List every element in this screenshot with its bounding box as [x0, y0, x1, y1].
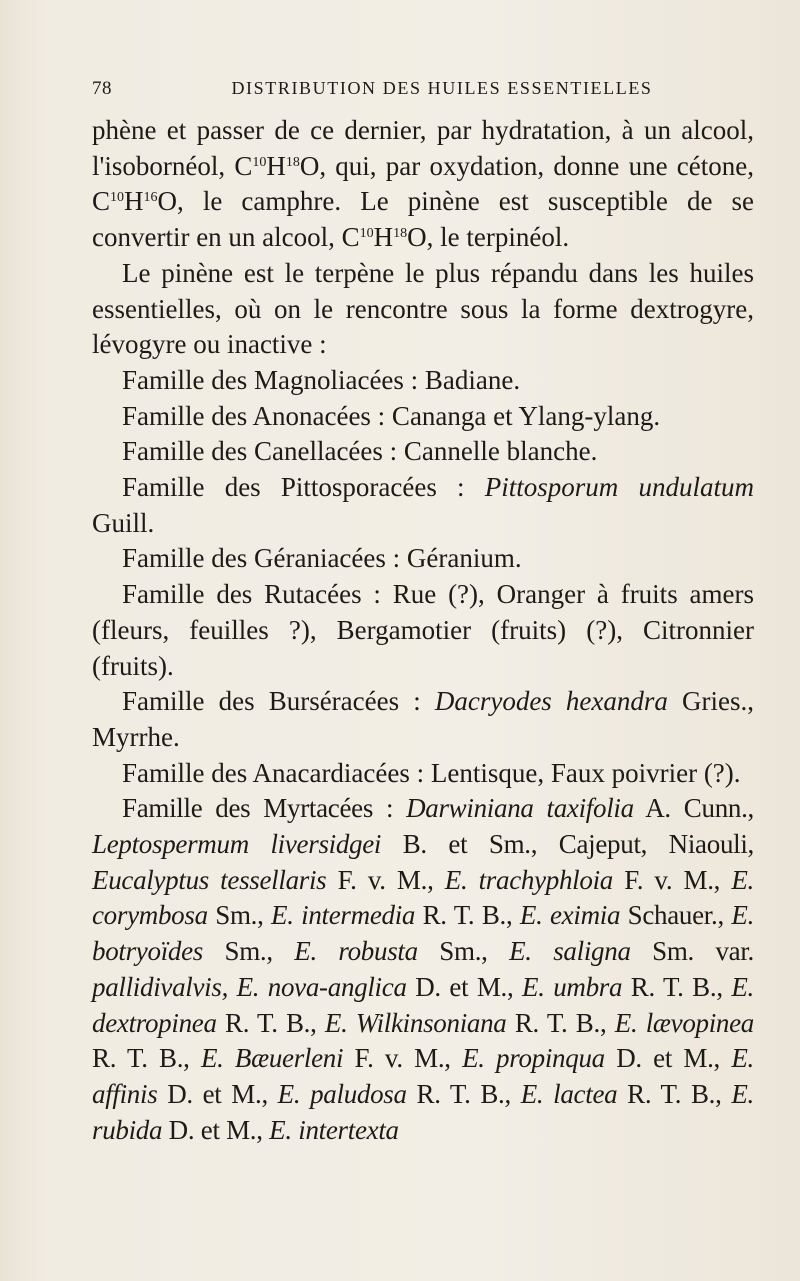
- text-run: Famille des Pittosporacées :: [122, 472, 485, 503]
- text-run: Gries., Myrrhe.: [92, 686, 754, 752]
- text-run: phène et passer de ce dernier, par hydratation, à un alcool, l'isobornéol, C: [92, 115, 754, 181]
- page-header: [92, 78, 752, 104]
- text-run: D. et M.,: [157, 1078, 278, 1109]
- text-run: O, le camphre. Le pinène est susceptible de se convertir en un alcool, C: [92, 186, 754, 253]
- text-run: R. T. B.,: [617, 1078, 732, 1109]
- text-run: F. v. M.,: [326, 864, 445, 895]
- text-run: Famille des Myrtacées :: [122, 793, 407, 824]
- text-run: B. et Sm., Cajeput, Niaouli,: [381, 829, 754, 860]
- species-name: Darwiniana taxifolia: [406, 793, 634, 824]
- running-title: DISTRIBUTION DES HUILES ESSENTIELLES: [231, 78, 653, 98]
- species-name: pallidivalvis, E. nova-anglica: [92, 971, 407, 1002]
- species-name: Leptospermum liversidgei: [92, 829, 382, 860]
- text-run: Guill.: [92, 507, 155, 538]
- text-run: F. v. M.,: [612, 864, 732, 895]
- text-run: F. v. M.,: [343, 1043, 463, 1074]
- text-run: R. T. B.,: [92, 1043, 201, 1074]
- text-run: D. et M.,: [406, 971, 522, 1002]
- body-text: [92, 113, 754, 1148]
- species-name: E. Bæuerleni: [200, 1043, 344, 1074]
- species-name: E. umbra: [522, 971, 623, 1002]
- species-name: Dacryodes hexandra: [434, 686, 668, 717]
- subscript-number: 10: [252, 154, 267, 170]
- paragraph-myrtacees: [92, 791, 754, 1148]
- paragraph-burseracees: [92, 684, 754, 755]
- paragraph-anonacees: Famille des Anonacées : Cananga et Ylang-ylang.: [122, 400, 661, 431]
- text-run: O, le terpinéol.: [407, 222, 570, 253]
- text-run: R. T. B.,: [216, 1007, 325, 1038]
- paragraph-isoborneol: [92, 113, 754, 256]
- text-run: Famille des Burséracées :: [122, 686, 435, 717]
- text-run: O, qui, par oxydation, donne une cétone, C: [92, 150, 754, 217]
- species-name: E. propinqua: [462, 1043, 605, 1074]
- paragraph-geraniacees: Famille des Géraniacées : Géranium.: [122, 543, 522, 574]
- text-run: Schauer.,: [620, 900, 732, 931]
- paragraph-magnoliacees: Famille des Magnoliacées : Badiane.: [122, 364, 521, 395]
- text-run: H: [124, 186, 144, 217]
- text-run: Sm.,: [207, 900, 272, 931]
- species-name: E. saligna: [509, 936, 631, 967]
- paragraph-pinene-intro: Le pinène est le terpène le plus répandu dans les huiles essentielles, où on le rencontre sous la forme dextrogyre, lévogyre ou inactive :: [92, 257, 754, 360]
- subscript-number: 18: [285, 154, 300, 170]
- species-name: E. botryoïdes: [92, 900, 755, 967]
- text-run: H: [373, 222, 394, 253]
- text-run: R. T. B.,: [415, 900, 520, 931]
- paragraph-canellacees: Famille des Canellacées : Cannelle blanche.: [122, 436, 598, 467]
- subscript-number: 10: [359, 226, 374, 242]
- subscript-number: 10: [110, 190, 125, 206]
- text-run: R. T. B.,: [622, 971, 732, 1002]
- text-run: Sm. var.: [630, 936, 754, 967]
- paragraph-anacardiacees: Famille des Anacardiacées : Lentisque, Faux poivrier (?).: [122, 757, 741, 788]
- species-name: Pittosporum undulatum: [484, 472, 754, 503]
- species-name: E. dextropinea: [92, 971, 754, 1038]
- species-name: E. intermedia: [271, 900, 416, 931]
- species-name: E. eximia: [519, 900, 621, 931]
- species-name: E. paludosa: [277, 1078, 407, 1109]
- species-name: E. robusta: [294, 936, 418, 967]
- species-name: E. Wilkinsoniana: [324, 1007, 507, 1038]
- subscript-number: 18: [393, 226, 408, 242]
- species-name: E. lactea: [520, 1078, 618, 1109]
- text-run: D. et M.,: [604, 1043, 732, 1074]
- text-run: D. et M.,: [162, 1114, 270, 1145]
- species-name: E. corymbosa: [92, 864, 754, 931]
- species-name: E. trachyphloia: [444, 864, 613, 895]
- species-name: Eucalyptus tessellaris: [92, 864, 327, 895]
- subscript-number: 16: [143, 190, 158, 206]
- text-run: Sm.,: [203, 936, 295, 967]
- text-run: R. T. B.,: [506, 1007, 615, 1038]
- paragraph-rutacees: Famille des Rutacées : Rue (?), Oranger à fruits amers (fleurs, feuilles ?), Bergamotier (fruits) (?), Citronnier (fruits).: [92, 579, 754, 681]
- species-name: E. intertexta: [269, 1114, 399, 1145]
- species-name: E. affinis: [92, 1043, 755, 1109]
- text-run: Sm.,: [417, 936, 510, 967]
- text-run: A. Cunn.,: [633, 793, 754, 824]
- paragraph-pittosporacees: [92, 470, 754, 541]
- page-number: 78: [92, 78, 112, 99]
- text-run: R. T. B.,: [406, 1078, 521, 1109]
- text-run: H: [266, 150, 286, 181]
- species-name: E. lævopinea: [614, 1007, 755, 1038]
- species-name: E. rubida: [92, 1078, 755, 1145]
